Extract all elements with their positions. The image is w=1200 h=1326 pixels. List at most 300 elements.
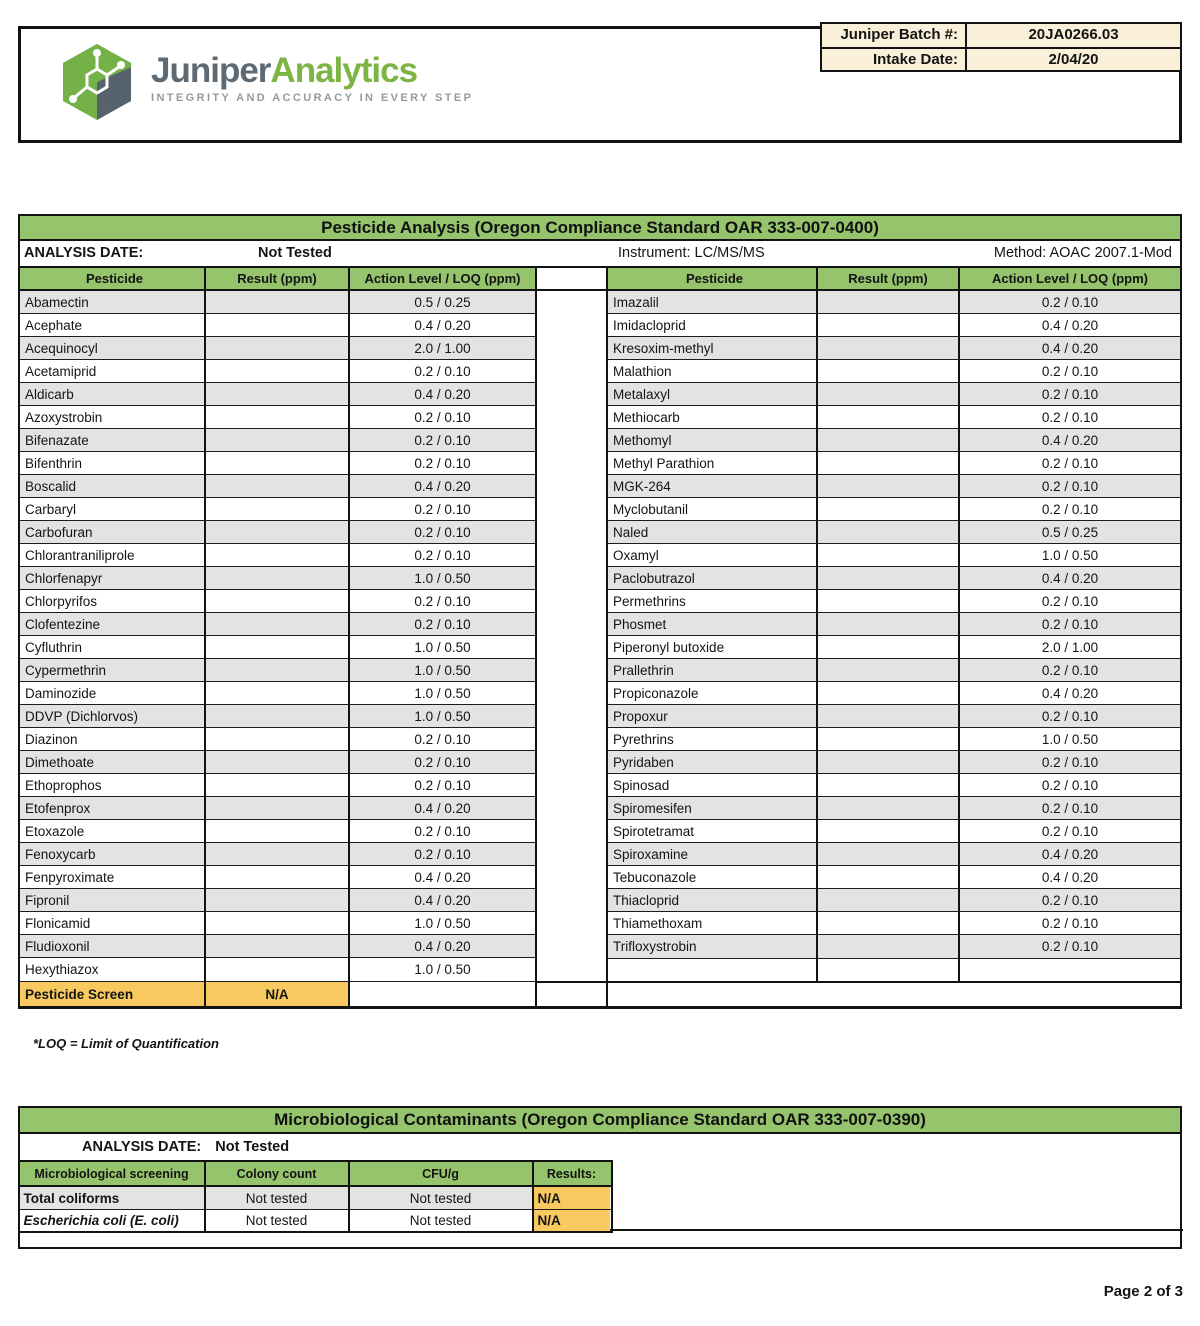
result-cell [818, 843, 960, 865]
pesticide-name-cell: Trifloxystrobin [608, 935, 818, 958]
pesticide-name-cell: Fipronil [20, 889, 206, 911]
empty-cell [818, 959, 960, 981]
pesticide-name-cell: Acequinocyl [20, 337, 206, 359]
action-level-cell: 0.4 / 0.20 [414, 938, 471, 954]
result-cell [206, 774, 350, 796]
pesticide-name-cell: Piperonyl butoxide [608, 636, 818, 658]
action-level-cell: 0.2 / 0.10 [414, 846, 471, 862]
table-row [20, 360, 535, 383]
result-cell [818, 820, 960, 842]
result-cell [818, 659, 960, 681]
pesticide-name-cell: Paclobutrazol [608, 567, 818, 589]
left-table-header [20, 268, 535, 291]
result-cell [818, 429, 960, 451]
action-level-cell: 0.2 / 0.10 [1041, 892, 1099, 908]
table-row [20, 613, 535, 636]
empty-cell [608, 959, 818, 981]
table-row [20, 820, 535, 843]
table-row [20, 659, 535, 682]
column-header-colony-count: Colony count [206, 1162, 350, 1185]
table-row [20, 912, 535, 935]
pesticide-name-cell: Propoxur [608, 705, 818, 727]
intake-date-row [822, 47, 1180, 70]
table-row [20, 314, 535, 337]
action-level-cell: 0.2 / 0.10 [1041, 455, 1099, 471]
action-level-cell: 0.4 / 0.20 [1041, 570, 1099, 586]
result-cell [818, 935, 960, 958]
micro-name-cell: Escherichia coli (E. coli) [20, 1210, 206, 1231]
micro-name-cell: Total coliforms [20, 1187, 206, 1209]
micro-table-row [20, 1187, 611, 1209]
pesticide-name-cell: Clofentezine [20, 613, 206, 635]
pesticide-info-row [18, 241, 1182, 268]
microbiological-section [18, 1106, 1182, 1249]
result-cell [206, 452, 350, 474]
pesticide-name-cell: Carbaryl [20, 498, 206, 520]
result-cell [206, 498, 350, 520]
pesticide-name-cell: Spirotetramat [608, 820, 818, 842]
action-level-cell: 0.4 / 0.20 [1041, 869, 1099, 885]
table-row [20, 636, 535, 659]
table-row [608, 728, 1180, 751]
pesticide-screen-empty-cell [350, 982, 535, 1006]
pesticide-name-cell: Pyrethrins [608, 728, 818, 750]
action-level-cell: 1.0 / 0.50 [414, 662, 471, 678]
result-cell [206, 590, 350, 612]
pesticide-name-cell: Naled [608, 521, 818, 543]
column-header-cfu: CFU/g [350, 1162, 534, 1185]
action-level-cell: 0.2 / 0.10 [1041, 501, 1099, 517]
action-level-cell: 0.4 / 0.20 [414, 869, 471, 885]
micro-result-cell: N/A [534, 1187, 610, 1209]
action-level-cell: 0.2 / 0.10 [414, 409, 471, 425]
result-cell [206, 314, 350, 336]
brand-name [151, 53, 473, 89]
result-cell [818, 774, 960, 796]
micro-result-cell: N/A [534, 1210, 610, 1231]
table-row [20, 544, 535, 567]
result-cell [206, 337, 350, 359]
pesticide-name-cell: Diazinon [20, 728, 206, 750]
pesticide-name-cell: Spiroxamine [608, 843, 818, 865]
brand-juniper: Juniper [151, 51, 271, 90]
table-row [608, 475, 1180, 498]
table-row [608, 935, 1180, 958]
pesticide-screen-row [20, 981, 535, 1006]
table-row [608, 889, 1180, 912]
result-cell [206, 636, 350, 658]
table-row [608, 567, 1180, 590]
pesticide-name-cell: Chlorfenapyr [20, 567, 206, 589]
action-level-cell: 0.2 / 0.10 [1041, 593, 1099, 609]
result-cell [206, 659, 350, 681]
action-level-cell: 0.4 / 0.20 [414, 892, 471, 908]
table-row [20, 958, 535, 981]
result-cell [206, 613, 350, 635]
micro-analysis-date-value: Not Tested [215, 1139, 290, 1155]
micro-section-title: Microbiological Contaminants (Oregon Compliance Standard OAR 333-007-0390) [18, 1106, 1182, 1134]
right-table-rows [608, 291, 1180, 958]
table-row [20, 429, 535, 452]
table-row [20, 383, 535, 406]
action-level-cell: 0.2 / 0.10 [414, 524, 471, 540]
table-row [20, 797, 535, 820]
action-level-cell: 0.4 / 0.20 [1041, 317, 1099, 333]
method-text: Method: AOAC 2007.1-Mod [993, 245, 1172, 261]
result-cell [206, 889, 350, 911]
result-cell [818, 291, 960, 313]
action-level-cell: 0.2 / 0.10 [1041, 616, 1099, 632]
result-cell [818, 337, 960, 359]
action-level-cell: 1.0 / 0.50 [414, 639, 471, 655]
table-row [20, 728, 535, 751]
action-level-cell: 0.5 / 0.25 [1041, 524, 1099, 540]
micro-table-rows [20, 1187, 611, 1231]
column-header-pesticide: Pesticide [20, 268, 206, 289]
pesticide-name-cell: Abamectin [20, 291, 206, 313]
result-cell [206, 866, 350, 888]
batch-number-label: Juniper Batch #: [822, 24, 967, 47]
column-header-action-level: Action Level / LOQ (ppm) [991, 271, 1148, 286]
batch-info-table [820, 22, 1182, 72]
action-level-cell: 0.2 / 0.10 [414, 501, 471, 517]
pesticide-screen-label: Pesticide Screen [20, 982, 206, 1006]
table-row [608, 498, 1180, 521]
loq-footnote: *LOQ = Limit of Quantification [33, 1036, 219, 1051]
action-level-cell: 1.0 / 0.50 [414, 915, 471, 931]
pesticide-section-title: Pesticide Analysis (Oregon Compliance Standard OAR 333-007-0400) [18, 214, 1182, 241]
pesticide-name-cell: Dimethoate [20, 751, 206, 773]
analysis-date-label: ANALYSIS DATE: [24, 245, 144, 261]
pesticide-name-cell: Myclobutanil [608, 498, 818, 520]
logo-text [151, 41, 473, 123]
action-level-cell: 0.2 / 0.10 [414, 731, 471, 747]
gap-header-cell [537, 268, 606, 291]
result-cell [206, 682, 350, 704]
table-row [608, 590, 1180, 613]
action-level-cell: 0.2 / 0.10 [1041, 478, 1099, 494]
pesticide-name-cell: Daminozide [20, 682, 206, 704]
result-cell [818, 751, 960, 773]
page-number: Page 2 of 3 [1103, 1283, 1183, 1300]
pesticide-name-cell: Metalaxyl [608, 383, 818, 405]
result-cell [206, 958, 350, 981]
table-row [608, 360, 1180, 383]
pesticide-name-cell: Cyfluthrin [20, 636, 206, 658]
result-cell [818, 912, 960, 934]
action-level-cell: 0.2 / 0.10 [1041, 294, 1099, 310]
pesticide-name-cell: Cypermethrin [20, 659, 206, 681]
action-level-cell: 0.2 / 0.10 [414, 593, 471, 609]
result-cell [206, 429, 350, 451]
action-level-cell: 1.0 / 0.50 [414, 570, 471, 586]
table-row [20, 774, 535, 797]
action-level-cell: 1.0 / 0.50 [414, 708, 471, 724]
action-level-cell: 0.2 / 0.10 [414, 754, 471, 770]
table-row [608, 843, 1180, 866]
pesticide-name-cell: Acephate [20, 314, 206, 336]
batch-number-value: 20JA0266.03 [967, 24, 1180, 47]
pesticide-name-cell: Fenpyroximate [20, 866, 206, 888]
table-row [608, 705, 1180, 728]
pesticide-name-cell: Chlorpyrifos [20, 590, 206, 612]
result-cell [818, 866, 960, 888]
action-level-cell: 0.2 / 0.10 [1041, 363, 1099, 379]
table-row [608, 820, 1180, 843]
action-level-cell: 0.2 / 0.10 [1041, 386, 1099, 402]
pesticide-name-cell: Methomyl [608, 429, 818, 451]
pesticide-name-cell: Chlorantraniliprole [20, 544, 206, 566]
result-cell [818, 613, 960, 635]
column-header-results: Results: [546, 1166, 597, 1181]
pesticide-analysis-section [18, 214, 1182, 1009]
pesticide-name-cell: Bifenazate [20, 429, 206, 451]
batch-number-row [822, 24, 1180, 47]
pesticide-table-left [20, 268, 535, 1006]
column-header-action-level: Action Level / LOQ (ppm) [364, 271, 521, 286]
table-row [608, 314, 1180, 337]
pesticide-name-cell: Methiocarb [608, 406, 818, 428]
action-level-cell: 0.2 / 0.10 [1041, 777, 1099, 793]
result-cell [818, 682, 960, 704]
pesticide-name-cell: Prallethrin [608, 659, 818, 681]
result-cell [206, 843, 350, 865]
result-cell [818, 498, 960, 520]
table-row [20, 843, 535, 866]
column-header-micro-screening: Microbiological screening [20, 1162, 206, 1185]
table-row [608, 751, 1180, 774]
table-row [608, 521, 1180, 544]
pesticide-name-cell: Tebuconazole [608, 866, 818, 888]
instrument-text: Instrument: LC/MS/MS [618, 245, 765, 261]
table-row [20, 705, 535, 728]
table-row [608, 912, 1180, 935]
result-cell [206, 475, 350, 497]
micro-bottom-rule [610, 1229, 1183, 1231]
pesticide-name-cell: Malathion [608, 360, 818, 382]
table-row [20, 521, 535, 544]
left-table-rows [20, 291, 535, 981]
pesticide-name-cell: Aldicarb [20, 383, 206, 405]
pesticide-table [18, 268, 1182, 1009]
action-level-cell: 0.5 / 0.25 [414, 294, 471, 310]
table-row [608, 406, 1180, 429]
pesticide-table-right [608, 268, 1180, 1006]
action-level-cell: 0.4 / 0.20 [1041, 432, 1099, 448]
result-cell [206, 705, 350, 727]
action-level-cell: 0.4 / 0.20 [1041, 340, 1099, 356]
result-cell [206, 728, 350, 750]
pesticide-name-cell: Hexythiazox [20, 958, 206, 981]
table-row [608, 613, 1180, 636]
intake-date-value: 2/04/20 [967, 49, 1180, 70]
result-cell [206, 544, 350, 566]
action-level-cell: 0.2 / 0.10 [1041, 662, 1099, 678]
table-row [608, 429, 1180, 452]
pesticide-name-cell: Phosmet [608, 613, 818, 635]
right-table-header [608, 268, 1180, 291]
table-row [20, 291, 535, 314]
micro-table [18, 1160, 613, 1233]
table-row [20, 498, 535, 521]
action-level-cell: 0.4 / 0.20 [414, 386, 471, 402]
empty-row [608, 958, 1180, 981]
pesticide-name-cell: DDVP (Dichlorvos) [20, 705, 206, 727]
pesticide-name-cell: Imazalil [608, 291, 818, 313]
table-row [608, 337, 1180, 360]
empty-wide-cell [608, 981, 1180, 1006]
pesticide-name-cell: Spinosad [608, 774, 818, 796]
brand-tagline: INTEGRITY AND ACCURACY IN EVERY STEP [151, 92, 474, 104]
pesticide-name-cell: MGK-264 [608, 475, 818, 497]
pesticide-name-cell: Thiamethoxam [608, 912, 818, 934]
gap-fill [537, 291, 606, 981]
pesticide-name-cell: Etofenprox [20, 797, 206, 819]
result-cell [206, 935, 350, 957]
action-level-cell: 1.0 / 0.50 [1041, 731, 1099, 747]
table-row [20, 475, 535, 498]
column-header-result: Result (ppm) [206, 268, 350, 289]
table-row [20, 866, 535, 889]
action-level-cell: 0.2 / 0.10 [414, 455, 471, 471]
result-cell [818, 360, 960, 382]
action-level-cell: 0.2 / 0.10 [1041, 823, 1099, 839]
pesticide-name-cell: Carbofuran [20, 521, 206, 543]
analysis-date-value: Not Tested [258, 245, 332, 261]
action-level-cell: 1.0 / 0.50 [414, 962, 471, 977]
micro-analysis-date-label: ANALYSIS DATE: [82, 1139, 202, 1155]
pesticide-name-cell: Propiconazole [608, 682, 818, 704]
result-cell [206, 521, 350, 543]
empty-cell [960, 959, 1180, 981]
result-cell [818, 728, 960, 750]
action-level-cell: 1.0 / 0.50 [1041, 547, 1099, 563]
result-cell [818, 475, 960, 497]
result-cell [206, 406, 350, 428]
result-cell [206, 567, 350, 589]
action-level-cell: 0.2 / 0.10 [1041, 409, 1099, 425]
result-cell [818, 521, 960, 543]
table-row [608, 383, 1180, 406]
cfu-cell: Not tested [350, 1210, 534, 1231]
action-level-cell: 0.2 / 0.10 [1041, 915, 1099, 931]
table-row [20, 751, 535, 774]
pesticide-name-cell: Imidacloprid [608, 314, 818, 336]
result-cell [206, 797, 350, 819]
result-cell [818, 452, 960, 474]
pesticide-name-cell: Kresoxim-methyl [608, 337, 818, 359]
result-cell [206, 360, 350, 382]
brand-analytics: Analytics [270, 51, 418, 90]
pesticide-name-cell: Etoxazole [20, 820, 206, 842]
action-level-cell: 0.2 / 0.10 [1041, 754, 1099, 770]
pesticide-name-cell: Oxamyl [608, 544, 818, 566]
action-level-cell: 0.2 / 0.10 [1041, 939, 1099, 954]
table-gap-column [535, 268, 608, 1006]
pesticide-name-cell: Ethoprophos [20, 774, 206, 796]
colony-count-cell: Not tested [206, 1187, 350, 1209]
column-header-pesticide: Pesticide [608, 268, 818, 289]
action-level-cell: 0.2 / 0.10 [1041, 800, 1099, 816]
action-level-cell: 0.2 / 0.10 [414, 616, 471, 632]
table-row [20, 889, 535, 912]
result-cell [818, 406, 960, 428]
intake-date-label: Intake Date: [822, 49, 967, 70]
result-cell [818, 314, 960, 336]
pesticide-name-cell: Permethrins [608, 590, 818, 612]
pesticide-name-cell: Flonicamid [20, 912, 206, 934]
result-cell [206, 291, 350, 313]
action-level-cell: 0.2 / 0.10 [414, 432, 471, 448]
action-level-cell: 0.2 / 0.10 [414, 547, 471, 563]
action-level-cell: 0.4 / 0.20 [414, 478, 471, 494]
table-row [20, 452, 535, 475]
action-level-cell: 0.2 / 0.10 [414, 777, 471, 793]
table-row [608, 682, 1180, 705]
table-row [608, 452, 1180, 475]
pesticide-name-cell: Fludioxonil [20, 935, 206, 957]
action-level-cell: 0.4 / 0.20 [414, 317, 471, 333]
pesticide-name-cell: Spiromesifen [608, 797, 818, 819]
result-cell [818, 889, 960, 911]
table-row [608, 636, 1180, 659]
table-row [608, 866, 1180, 889]
pesticide-name-cell: Thiacloprid [608, 889, 818, 911]
table-row [20, 567, 535, 590]
result-cell [818, 567, 960, 589]
table-row [20, 590, 535, 613]
action-level-cell: 2.0 / 1.00 [414, 340, 471, 356]
result-cell [818, 705, 960, 727]
micro-section-body [18, 1134, 1182, 1249]
result-cell [206, 820, 350, 842]
result-cell [818, 590, 960, 612]
table-row [20, 406, 535, 429]
pesticide-name-cell: Bifenthrin [20, 452, 206, 474]
pesticide-name-cell: Fenoxycarb [20, 843, 206, 865]
micro-table-header [20, 1162, 611, 1187]
result-cell [818, 383, 960, 405]
result-cell [206, 912, 350, 934]
micro-analysis-date [20, 1134, 1180, 1160]
cfu-cell: Not tested [350, 1187, 534, 1209]
table-row [608, 797, 1180, 820]
pesticide-name-cell: Pyridaben [608, 751, 818, 773]
result-cell [206, 383, 350, 405]
action-level-cell: 0.4 / 0.20 [1041, 685, 1099, 701]
table-row [20, 682, 535, 705]
pesticide-name-cell: Acetamiprid [20, 360, 206, 382]
table-row [608, 659, 1180, 682]
table-row [20, 337, 535, 360]
action-level-cell: 0.4 / 0.20 [414, 800, 471, 816]
pesticide-name-cell: Methyl Parathion [608, 452, 818, 474]
pesticide-screen-result: N/A [206, 982, 350, 1006]
pesticide-name-cell: Boscalid [20, 475, 206, 497]
table-row [608, 291, 1180, 314]
result-cell [206, 751, 350, 773]
gap-footer-cell [537, 981, 606, 1006]
juniper-hexagon-logo-icon [57, 41, 137, 123]
action-level-cell: 0.4 / 0.20 [1041, 846, 1099, 862]
action-level-cell: 0.2 / 0.10 [1041, 708, 1099, 724]
action-level-cell: 1.0 / 0.50 [414, 685, 471, 701]
action-level-cell: 0.2 / 0.10 [414, 363, 471, 379]
result-cell [818, 797, 960, 819]
table-row [608, 774, 1180, 797]
pesticide-name-cell: Azoxystrobin [20, 406, 206, 428]
column-header-result: Result (ppm) [818, 268, 960, 289]
